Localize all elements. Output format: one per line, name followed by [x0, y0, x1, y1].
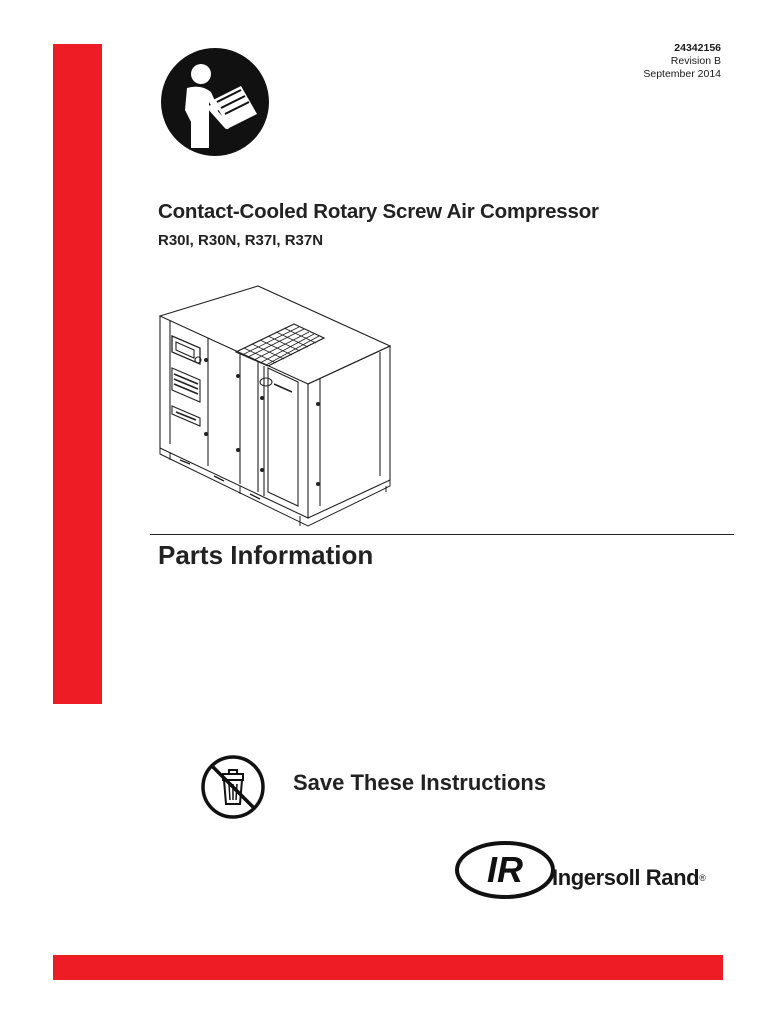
registered-mark: ® [699, 873, 706, 883]
section-title: Parts Information [158, 540, 374, 570]
logo-mark-text: IR [487, 849, 523, 890]
compressor-illustration [150, 280, 400, 530]
read-manual-icon [161, 48, 269, 156]
no-trash-icon [200, 754, 266, 820]
red-footer-bar [53, 955, 723, 980]
ingersoll-rand-logo-mark [455, 840, 555, 900]
divider-line [150, 534, 734, 535]
document-meta [643, 42, 721, 81]
model-numbers: R30I, R30N, R37I, R37N [158, 232, 324, 249]
publication-date: September 2014 [643, 68, 721, 80]
document-title: Contact-Cooled Rotary Screw Air Compressor [158, 200, 599, 223]
company-name [552, 865, 705, 891]
red-side-bar [53, 44, 102, 704]
document-number: 24342156 [674, 42, 721, 54]
revision-label: Revision B [670, 55, 721, 67]
company-name-text: Ingersoll Rand [552, 865, 700, 890]
save-instructions: Save These Instructions [293, 770, 547, 795]
